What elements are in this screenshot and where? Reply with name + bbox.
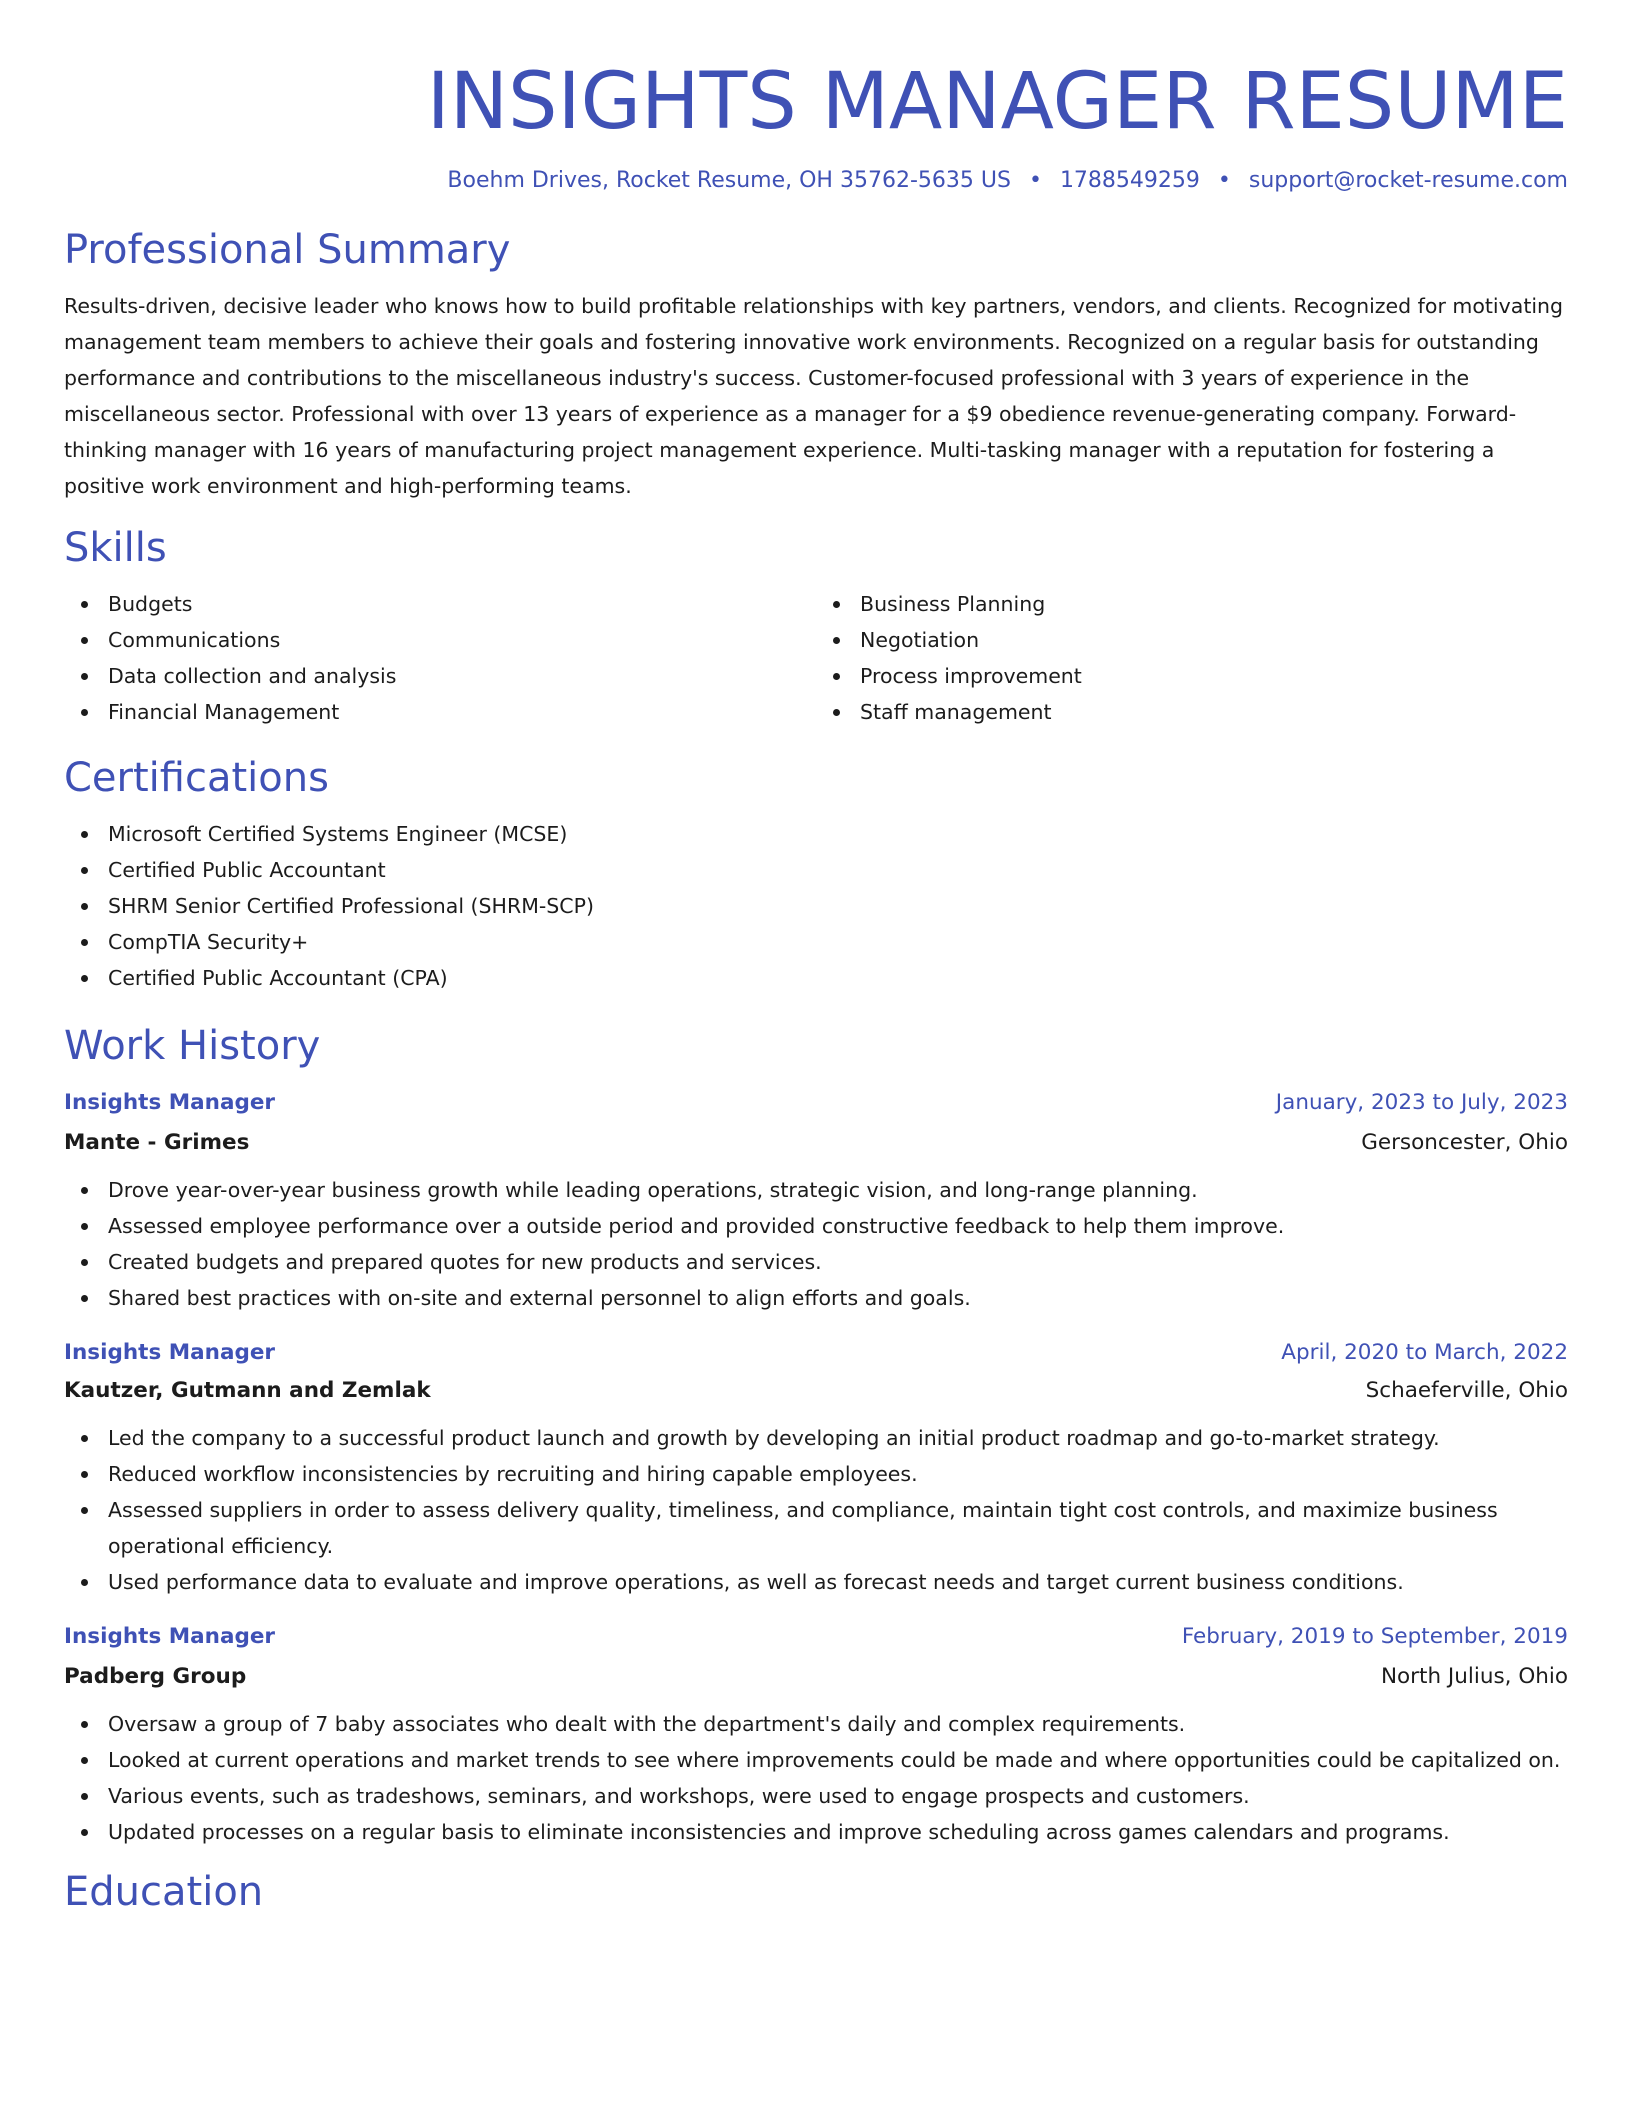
contact-line [64, 166, 1568, 196]
summary-section [64, 224, 1568, 504]
job-bullet: Created budgets and prepared quotes for new products and services. [108, 1244, 1568, 1280]
certification-item: Certified Public Accountant [108, 852, 1568, 888]
skills-grid [64, 586, 1568, 730]
job-bullet: Updated processes on a regular basis to eliminate inconsistencies and improve scheduling across games calendars and programs. [108, 1814, 1568, 1850]
job-title: Insights Manager [64, 1090, 276, 1115]
section-title-work-history: Work History [64, 1023, 321, 1069]
job-entry [64, 1336, 1568, 1600]
section-title-certifications: Certifications [64, 755, 329, 801]
skill-item: Negotiation [860, 622, 1568, 658]
job-bullet: Reduced workflow inconsistencies by recruiting and hiring capable employees. [108, 1456, 1568, 1492]
job-bullet: Used performance data to evaluate and improve operations, as well as forecast needs and target current business conditions. [108, 1564, 1568, 1600]
job-subheader-row [64, 1126, 1568, 1160]
job-dates: April, 2020 to March, 2022 [1281, 1340, 1568, 1365]
job-location: Gersoncester, Ohio [1361, 1130, 1568, 1155]
job-bullet: Oversaw a group of 7 baby associates who dealt with the department's daily and complex requirements. [108, 1706, 1568, 1742]
job-location: Schaeferville, Ohio [1365, 1378, 1568, 1403]
skill-item: Process improvement [860, 658, 1568, 694]
job-header-row [64, 1620, 1568, 1654]
job-dates: February, 2019 to September, 2019 [1181, 1624, 1568, 1649]
certifications-section [64, 752, 1568, 996]
job-bullet: Led the company to a successful product launch and growth by developing an initial product roadmap and go-to-market strategy. [108, 1420, 1568, 1456]
skill-item: Communications [108, 622, 816, 658]
skills-list-right [816, 586, 1568, 730]
summary-text: Results-driven, decisive leader who knows how to build profitable relationships with key partners, vendors, and clients. Recognized for motivating management team members to achieve their goals and fostering innovative work environments. Recognized on a regular basis for outstanding performance and contributions to the miscellaneous industry's success. Customer-focused professional with 3 years of experience in the miscellaneous sector. Professional with over 13 years of experience as a manager for a $9 obedience revenue-generating company. Forward-thinking manager with 16 years of manufacturing project management experience. Multi-tasking manager with a reputation for fostering a positive work environment and high-performing teams. [64, 294, 1564, 498]
skill-item: Budgets [108, 586, 816, 622]
resume-name: INSIGHTS MANAGER RESUME [426, 57, 1568, 147]
job-bullets [64, 1706, 1568, 1850]
job-entry [64, 1086, 1568, 1316]
contact-separator: • [1217, 168, 1231, 193]
job-bullet: Looked at current operations and market trends to see where improvements could be made and where opportunities could be capitalized on. [108, 1742, 1568, 1778]
skill-item: Data collection and analysis [108, 658, 816, 694]
contact-separator: • [1028, 168, 1042, 193]
job-bullets [64, 1172, 1568, 1316]
certification-item: CompTIA Security+ [108, 924, 1568, 960]
contact-address: Boehm Drives, Rocket Resume, OH 35762-5635 US [447, 168, 1011, 193]
section-title-skills: Skills [64, 525, 167, 571]
skill-item: Business Planning [860, 586, 1568, 622]
job-company: Mante - Grimes [64, 1130, 250, 1155]
certification-item: Microsoft Certified Systems Engineer (MCSE) [108, 816, 1568, 852]
job-bullet: Assessed employee performance over a outside period and provided constructive feedback to help them improve. [108, 1208, 1568, 1244]
job-bullets [64, 1420, 1568, 1600]
certification-item: SHRM Senior Certified Professional (SHRM-SCP) [108, 888, 1568, 924]
skills-list-left [64, 586, 816, 730]
job-title: Insights Manager [64, 1624, 276, 1649]
job-company: Kautzer, Gutmann and Zemlak [64, 1378, 431, 1403]
job-bullet: Assessed suppliers in order to assess delivery quality, timeliness, and compliance, maintain tight cost controls, and maximize business operational efficiency. [108, 1492, 1568, 1564]
job-entry [64, 1620, 1568, 1850]
certification-item: Certified Public Accountant (CPA) [108, 960, 1568, 996]
job-subheader-row [64, 1660, 1568, 1694]
job-dates: January, 2023 to July, 2023 [1275, 1090, 1568, 1115]
section-title-summary: Professional Summary [64, 227, 511, 273]
certifications-list [64, 816, 1568, 996]
job-bullet: Drove year-over-year business growth while leading operations, strategic vision, and long-range planning. [108, 1172, 1568, 1208]
job-header-row [64, 1336, 1568, 1370]
skill-item: Staff management [860, 694, 1568, 730]
contact-email: support@rocket-resume.com [1248, 168, 1568, 193]
resume-header [64, 0, 1568, 196]
contact-phone: 1788549259 [1059, 168, 1200, 193]
skills-section [64, 522, 1568, 730]
section-title-education: Education [64, 1869, 264, 1915]
job-title: Insights Manager [64, 1340, 276, 1365]
job-header-row [64, 1086, 1568, 1120]
job-company: Padberg Group [64, 1664, 247, 1689]
work-history-section [64, 1020, 1568, 1850]
education-section [64, 1866, 1568, 1918]
job-subheader-row [64, 1374, 1568, 1408]
job-location: North Julius, Ohio [1380, 1664, 1568, 1689]
skill-item: Financial Management [108, 694, 816, 730]
job-bullet: Various events, such as tradeshows, seminars, and workshops, were used to engage prospects and customers. [108, 1778, 1568, 1814]
job-bullet: Shared best practices with on-site and external personnel to align efforts and goals. [108, 1280, 1568, 1316]
